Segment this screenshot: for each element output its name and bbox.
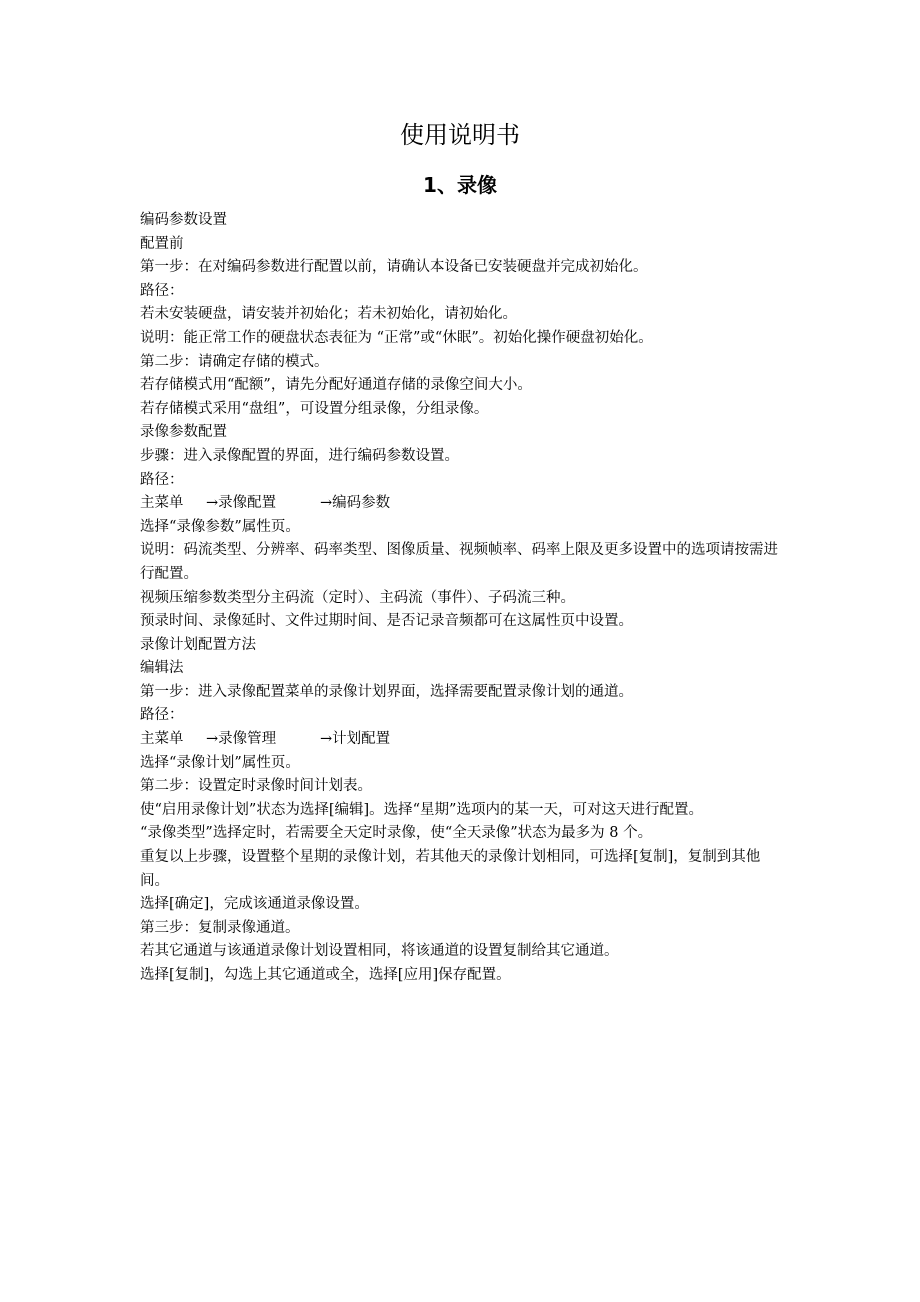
paragraph: 说明：码流类型、分辨率、码率类型、图像质量、视频帧率、码率上限及更多设置中的选项请按需进行配置。: [140, 542, 778, 582]
path-step: 主菜单: [140, 495, 184, 512]
document-title: 使用说明书: [400, 121, 520, 149]
paragraph: 预录时间、录像延时、文件过期时间、是否记录音频都可在这属性页中设置。: [140, 613, 633, 630]
path-step: →录像管理: [206, 731, 277, 748]
paragraph: 选择“录像参数”属性页。: [140, 518, 300, 535]
paragraph: 第一步：进入录像配置菜单的录像计划界面，选择需要配置录像计划的通道。: [140, 683, 633, 700]
document-body: [140, 209, 785, 988]
paragraph: 若存储模式采用“盘组”，可设置分组录像，分组录像。: [140, 400, 489, 417]
paragraph: 路径：: [140, 471, 184, 488]
paragraph: 步骤：进入录像配置的界面，进行编码参数设置。: [140, 447, 459, 464]
paragraph: 第三步：复制录像通道。: [140, 919, 300, 936]
paragraph: 若存储模式用“配额”，请先分配好通道存储的录像空间大小。: [140, 377, 532, 394]
heading-encoding-params: 编码参数设置: [140, 212, 227, 228]
subheading-before-config: 配置前: [140, 235, 184, 252]
path-step: →编码参数: [320, 495, 391, 512]
paragraph: “录像类型”选择定时，若需要全天定时录像，使“全天录像”状态为最多为 8 个。: [140, 825, 653, 842]
heading-schedule-config: 录像计划配置方法: [140, 636, 256, 653]
paragraph: 选择“录像计划”属性页。: [140, 754, 300, 771]
paragraph: 重复以上步骤，设置整个星期的录像计划，若其他天的录像计划相同，可选择[复制]，复制到其他间。: [140, 849, 761, 889]
paragraph: 选择[确定]，完成该通道录像设置。: [140, 896, 369, 913]
paragraph: 第一步：在对编码参数进行配置以前，请确认本设备已安装硬盘并完成初始化。: [140, 259, 648, 276]
paragraph: 第二步：设置定时录像时间计划表。: [140, 778, 372, 795]
paragraph: 选择[复制]，勾选上其它通道或全，选择[应用]保存配置。: [140, 967, 511, 983]
paragraph: 路径：: [140, 707, 184, 724]
paragraph: 第二步：请确定存储的模式。: [140, 353, 329, 370]
paragraph: 若未安装硬盘，请安装并初始化；若未初始化，请初始化。: [140, 306, 517, 323]
section-title: 1、录像: [423, 173, 497, 197]
path-step: 主菜单: [140, 731, 184, 748]
paragraph: 路径：: [140, 282, 184, 299]
path-step: →计划配置: [320, 731, 391, 748]
heading-record-params: 录像参数配置: [140, 424, 227, 441]
path-step: →录像配置: [206, 495, 277, 512]
menu-path: [140, 728, 785, 752]
paragraph: 说明：能正常工作的硬盘状态表征为 “正常”或“休眠”。初始化操作硬盘初始化。: [140, 329, 653, 346]
paragraph: 视频压缩参数类型分主码流（定时）、主码流（事件）、子码流三种。: [140, 589, 575, 606]
paragraph: 若其它通道与该通道录像计划设置相同，将该通道的设置复制给其它通道。: [140, 943, 619, 960]
paragraph: 使“启用录像计划”状态为选择[编辑]。选择“星期”选项内的某一天，可对这天进行配置。: [140, 801, 703, 818]
menu-path: [140, 492, 785, 516]
subheading-edit-method: 编辑法: [140, 660, 184, 677]
